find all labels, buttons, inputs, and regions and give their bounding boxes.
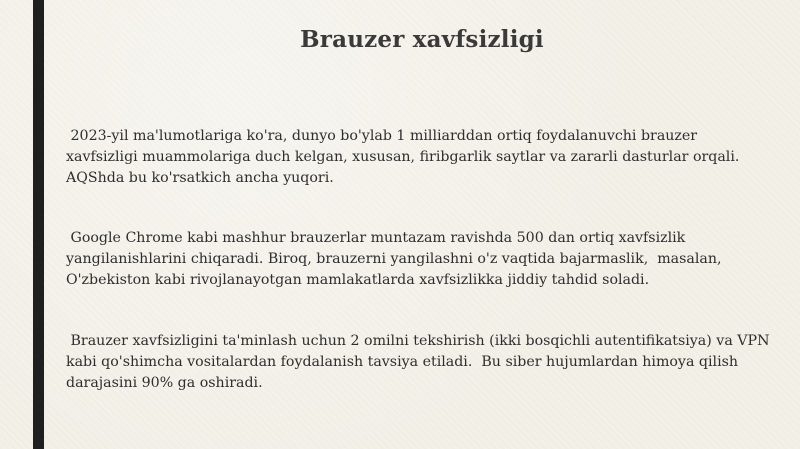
paragraph-line: xavfsizligi muammolariga duch kelgan, xususan, firibgarlik saytlar va zararli dasturlar orqali.: [66, 149, 740, 165]
paragraph-line: kabi qo'shimcha vositalardan foydalanish tavsiya etiladi. Bu siber hujumlardan himoya qilish: [66, 354, 739, 370]
paragraph-line: Brauzer xavfsizligini ta'minlash uchun 2 omilni tekshirish (ikki bosqichli autentifikatsiya) va VPN: [66, 333, 770, 349]
left-accent-bar: [33, 0, 44, 449]
paragraph-line: 2023-yil ma'lumotlariga ko'ra, dunyo bo'ylab 1 milliarddan ortiq foydalanuvchi brauzer: [66, 128, 698, 144]
paragraph-line: yangilanishlarini chiqaradi. Biroq, brauzerni yangilashni o'z vaqtida bajarmaslik, masalan,: [66, 251, 722, 267]
paragraph-line: Google Chrome kabi mashhur brauzerlar muntazam ravishda 500 dan ortiq xavfsizlik: [66, 230, 686, 246]
paragraph-1: [66, 126, 766, 189]
paragraph-line: O'zbekiston kabi rivojlanayotgan mamlakatlarda xavfsizlikka jiddiy tahdid soladi.: [66, 272, 650, 288]
paragraph-line: darajasini 90% ga oshiradi.: [66, 375, 263, 391]
slide-title: Brauzer xavfsizligi: [300, 26, 544, 53]
paragraph-2: [66, 228, 766, 291]
paragraph-3: [66, 331, 770, 394]
paragraph-line: AQShda bu ko'rsatkich ancha yuqori.: [66, 170, 334, 186]
